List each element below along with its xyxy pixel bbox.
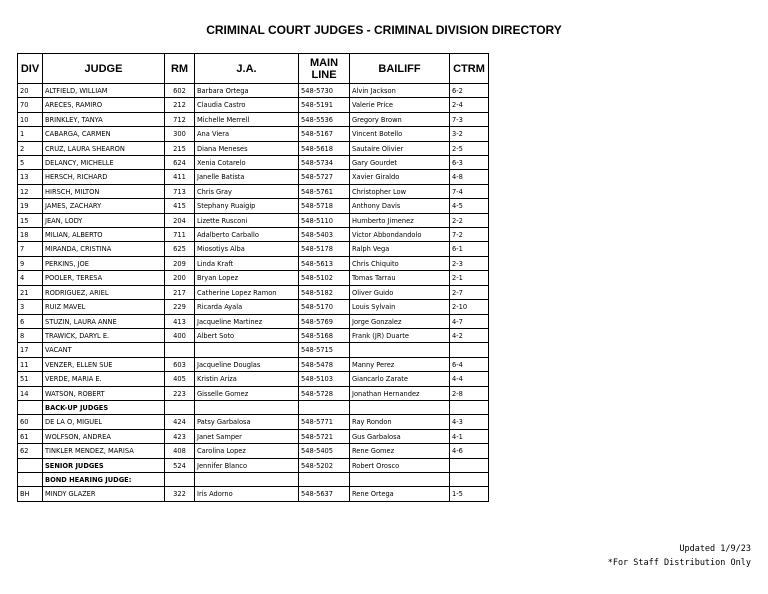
cell-div: 4	[18, 271, 43, 285]
cell-main: 548-5718	[299, 199, 350, 213]
section-row	[18, 458, 489, 472]
cell-ctrm: 4-6	[450, 444, 489, 458]
page-title: CRIMINAL COURT JUDGES - CRIMINAL DIVISION DIRECTORY	[206, 23, 562, 37]
section-row	[18, 400, 489, 414]
cell-main: 548-5727	[299, 170, 350, 184]
directory-table	[17, 53, 489, 502]
cell-judge: CRUZ, LAURA SHEARON	[43, 141, 165, 155]
cell-ja: Ana Viera	[195, 127, 299, 141]
cell-ja: Janet Samper	[195, 429, 299, 443]
cell-ja: Michelle Merrell	[195, 112, 299, 126]
cell-ja: Xenia Cotarelo	[195, 156, 299, 170]
cell-rm: 624	[165, 156, 195, 170]
cell-ja: Ricarda Ayala	[195, 300, 299, 314]
cell-judge: VACANT	[43, 343, 165, 357]
cell-judge: SENIOR JUDGES	[43, 458, 165, 472]
cell-ctrm: 2-10	[450, 300, 489, 314]
header-main-line-1: MAIN	[309, 56, 339, 69]
cell-ja: Miosotiys Alba	[195, 242, 299, 256]
section-row	[18, 472, 489, 486]
cell-bailiff: Jorge Gonzalez	[350, 314, 450, 328]
cell-div: 8	[18, 328, 43, 342]
header-rm: RM	[165, 54, 195, 84]
table-row	[18, 328, 489, 342]
cell-main: 548-5167	[299, 127, 350, 141]
cell-judge: CABARGA, CARMEN	[43, 127, 165, 141]
cell-rm: 424	[165, 415, 195, 429]
cell-judge: DELANCY, MICHELLE	[43, 156, 165, 170]
cell-div: 21	[18, 285, 43, 299]
cell-ctrm: 7-4	[450, 184, 489, 198]
table-row	[18, 112, 489, 126]
table-row	[18, 84, 489, 98]
cell-div: 3	[18, 300, 43, 314]
cell-div: 13	[18, 170, 43, 184]
cell-rm: 408	[165, 444, 195, 458]
cell-judge: BRINKLEY, TANYA	[43, 112, 165, 126]
cell-div: 61	[18, 429, 43, 443]
table-row	[18, 285, 489, 299]
cell-bailiff: Alvin Jackson	[350, 84, 450, 98]
cell-rm: 712	[165, 112, 195, 126]
table-row	[18, 300, 489, 314]
cell-ja	[195, 472, 299, 486]
cell-rm: 405	[165, 372, 195, 386]
table-row	[18, 314, 489, 328]
table-row	[18, 256, 489, 270]
cell-rm: 713	[165, 184, 195, 198]
cell-rm: 215	[165, 141, 195, 155]
cell-main: 548-5102	[299, 271, 350, 285]
cell-rm: 200	[165, 271, 195, 285]
table-row	[18, 386, 489, 400]
cell-rm: 411	[165, 170, 195, 184]
cell-div: 11	[18, 357, 43, 371]
table-row	[18, 228, 489, 242]
cell-div	[18, 400, 43, 414]
cell-judge: HIRSCH, MILTON	[43, 184, 165, 198]
cell-ja: Carolina Lopez	[195, 444, 299, 458]
cell-div: 62	[18, 444, 43, 458]
cell-judge: STUZIN, LAURA ANNE	[43, 314, 165, 328]
cell-judge: JAMES, ZACHARY	[43, 199, 165, 213]
cell-ctrm: 7-2	[450, 228, 489, 242]
cell-bailiff: Gregory Brown	[350, 112, 450, 126]
cell-bailiff: Xavier Giraldo	[350, 170, 450, 184]
header-row	[18, 54, 489, 84]
cell-main: 548-5613	[299, 256, 350, 270]
cell-judge: DE LA O, MIGUEL	[43, 415, 165, 429]
cell-ja	[195, 343, 299, 357]
cell-ja: Catherine Lopez Ramon	[195, 285, 299, 299]
cell-bailiff: Chris Chiquito	[350, 256, 450, 270]
cell-main: 548-5168	[299, 328, 350, 342]
cell-bailiff: Gary Gourdet	[350, 156, 450, 170]
cell-ja: Claudia Castro	[195, 98, 299, 112]
cell-ja: Lizette Rusconi	[195, 213, 299, 227]
cell-main: 548-5103	[299, 372, 350, 386]
cell-ctrm: 6-3	[450, 156, 489, 170]
cell-bailiff: Gus Garbalosa	[350, 429, 450, 443]
cell-ctrm: 2-5	[450, 141, 489, 155]
cell-ja: Jacqueline Martinez	[195, 314, 299, 328]
table-row	[18, 184, 489, 198]
cell-div	[18, 458, 43, 472]
cell-ctrm: 2-7	[450, 285, 489, 299]
cell-ja: Jennifer Blanco	[195, 458, 299, 472]
cell-judge: JEAN, LODY	[43, 213, 165, 227]
cell-div	[18, 472, 43, 486]
cell-rm: 217	[165, 285, 195, 299]
cell-judge: WOLFSON, ANDREA	[43, 429, 165, 443]
table-row	[18, 213, 489, 227]
cell-ja: Jacqueline Douglas	[195, 357, 299, 371]
cell-bailiff: Rene Gomez	[350, 444, 450, 458]
cell-bailiff: Christopher Low	[350, 184, 450, 198]
cell-main	[299, 400, 350, 414]
cell-main: 548-5478	[299, 357, 350, 371]
header-ctrm: CTRM	[450, 54, 489, 84]
cell-ctrm: 4-8	[450, 170, 489, 184]
cell-judge: MIRANDA, CRISTINA	[43, 242, 165, 256]
cell-bailiff: Ralph Vega	[350, 242, 450, 256]
cell-div: 10	[18, 112, 43, 126]
cell-main: 548-5178	[299, 242, 350, 256]
cell-rm: 413	[165, 314, 195, 328]
cell-main	[299, 472, 350, 486]
cell-main: 548-5771	[299, 415, 350, 429]
cell-ctrm	[450, 343, 489, 357]
cell-ctrm: 4-2	[450, 328, 489, 342]
cell-main: 548-5721	[299, 429, 350, 443]
cell-ja: Kristin Ariza	[195, 372, 299, 386]
cell-main: 548-5637	[299, 487, 350, 501]
table-row	[18, 357, 489, 371]
cell-ja	[195, 400, 299, 414]
cell-ctrm: 6-2	[450, 84, 489, 98]
cell-bailiff: Giancarlo Zarate	[350, 372, 450, 386]
table-row	[18, 98, 489, 112]
cell-main: 548-5715	[299, 343, 350, 357]
cell-bailiff: Valerie Price	[350, 98, 450, 112]
cell-bailiff: Rene Ortega	[350, 487, 450, 501]
cell-div: 9	[18, 256, 43, 270]
cell-rm: 300	[165, 127, 195, 141]
cell-rm	[165, 343, 195, 357]
cell-ja: Barbara Ortega	[195, 84, 299, 98]
table-row	[18, 199, 489, 213]
cell-div: 12	[18, 184, 43, 198]
cell-judge: RODRIGUEZ, ARIEL	[43, 285, 165, 299]
cell-main: 548-5536	[299, 112, 350, 126]
cell-main: 548-5734	[299, 156, 350, 170]
cell-judge: TINKLER MENDEZ, MARISA	[43, 444, 165, 458]
cell-div: 7	[18, 242, 43, 256]
table-row	[18, 271, 489, 285]
cell-div: 6	[18, 314, 43, 328]
cell-rm: 400	[165, 328, 195, 342]
cell-rm: 625	[165, 242, 195, 256]
cell-ja: Stephany Ruaigip	[195, 199, 299, 213]
cell-judge: VERDE, MARIA E.	[43, 372, 165, 386]
cell-bailiff: Victor Abbondandolo	[350, 228, 450, 242]
cell-div: 15	[18, 213, 43, 227]
cell-div: 1	[18, 127, 43, 141]
header-main-line-2: LINE	[311, 68, 337, 81]
cell-rm: 711	[165, 228, 195, 242]
cell-ja: Patsy Garbalosa	[195, 415, 299, 429]
cell-ctrm: 6-1	[450, 242, 489, 256]
cell-rm: 423	[165, 429, 195, 443]
cell-rm	[165, 472, 195, 486]
cell-bailiff: Ray Rondon	[350, 415, 450, 429]
cell-ja: Chris Gray	[195, 184, 299, 198]
header-bailiff: BAILIFF	[350, 54, 450, 84]
cell-judge: MILIAN, ALBERTO	[43, 228, 165, 242]
cell-main: 548-5110	[299, 213, 350, 227]
header-main-line	[299, 54, 350, 84]
header-judge: JUDGE	[43, 54, 165, 84]
cell-judge: PERKINS, JOE	[43, 256, 165, 270]
cell-ctrm	[450, 400, 489, 414]
cell-main: 548-5728	[299, 386, 350, 400]
header-ja: J.A.	[195, 54, 299, 84]
cell-judge: POOLER, TERESA	[43, 271, 165, 285]
cell-main: 548-5403	[299, 228, 350, 242]
cell-main: 548-5202	[299, 458, 350, 472]
cell-main: 548-5761	[299, 184, 350, 198]
cell-ctrm: 4-7	[450, 314, 489, 328]
cell-judge: TRAWICK, DARYL E.	[43, 328, 165, 342]
cell-ctrm	[450, 458, 489, 472]
cell-bailiff	[350, 472, 450, 486]
cell-rm: 209	[165, 256, 195, 270]
cell-ja: Bryan Lopez	[195, 271, 299, 285]
cell-ja: Janelle Batista	[195, 170, 299, 184]
cell-rm: 223	[165, 386, 195, 400]
cell-bailiff: Oliver Guido	[350, 285, 450, 299]
table-row	[18, 487, 489, 501]
cell-judge: BACK-UP JUDGES	[43, 400, 165, 414]
cell-main: 548-5170	[299, 300, 350, 314]
cell-bailiff: Humberto Jimenez	[350, 213, 450, 227]
table-row	[18, 141, 489, 155]
cell-ja: Albert Soto	[195, 328, 299, 342]
cell-div: 19	[18, 199, 43, 213]
cell-rm: 415	[165, 199, 195, 213]
cell-ja: Linda Kraft	[195, 256, 299, 270]
cell-div: 5	[18, 156, 43, 170]
table-body	[18, 84, 489, 502]
cell-bailiff: Vincent Botello	[350, 127, 450, 141]
cell-main: 548-5618	[299, 141, 350, 155]
cell-div: 70	[18, 98, 43, 112]
cell-rm: 212	[165, 98, 195, 112]
table-row	[18, 415, 489, 429]
cell-div: 14	[18, 386, 43, 400]
cell-ctrm: 4-3	[450, 415, 489, 429]
cell-judge: ARECES, RAMIRO	[43, 98, 165, 112]
cell-ctrm: 4-4	[450, 372, 489, 386]
updated-date: Updated 1/9/23	[679, 544, 751, 554]
cell-ctrm: 4-5	[450, 199, 489, 213]
table-row	[18, 444, 489, 458]
cell-bailiff: Louis Sylvain	[350, 300, 450, 314]
cell-ctrm: 3-2	[450, 127, 489, 141]
table-row	[18, 127, 489, 141]
table-row	[18, 156, 489, 170]
cell-judge: RUIZ MAVEL	[43, 300, 165, 314]
cell-div: 51	[18, 372, 43, 386]
cell-div: 17	[18, 343, 43, 357]
cell-rm: 602	[165, 84, 195, 98]
distribution-note: *For Staff Distribution Only	[607, 558, 751, 568]
cell-main: 548-5730	[299, 84, 350, 98]
cell-ctrm: 2-3	[450, 256, 489, 270]
table-row	[18, 372, 489, 386]
cell-ctrm: 2-2	[450, 213, 489, 227]
cell-div: 2	[18, 141, 43, 155]
cell-bailiff: Robert Orosco	[350, 458, 450, 472]
cell-ctrm	[450, 472, 489, 486]
cell-bailiff: Tomas Tarrau	[350, 271, 450, 285]
cell-judge: ALTFIELD, WILLIAM	[43, 84, 165, 98]
cell-bailiff: Sautaire Olivier	[350, 141, 450, 155]
table-row	[18, 429, 489, 443]
cell-rm: 322	[165, 487, 195, 501]
cell-main: 548-5405	[299, 444, 350, 458]
cell-div: 60	[18, 415, 43, 429]
cell-bailiff	[350, 400, 450, 414]
cell-ctrm: 7-3	[450, 112, 489, 126]
cell-ctrm: 6-4	[450, 357, 489, 371]
cell-rm: 603	[165, 357, 195, 371]
cell-main: 548-5182	[299, 285, 350, 299]
cell-div: 20	[18, 84, 43, 98]
cell-main: 548-5769	[299, 314, 350, 328]
cell-main: 548-5191	[299, 98, 350, 112]
cell-rm	[165, 400, 195, 414]
cell-ctrm: 4-1	[450, 429, 489, 443]
cell-bailiff: Frank (JR) Duarte	[350, 328, 450, 342]
cell-div: BH	[18, 487, 43, 501]
cell-div: 18	[18, 228, 43, 242]
cell-ja: Adalberto Carballo	[195, 228, 299, 242]
cell-judge: BOND HEARING JUDGE:	[43, 472, 165, 486]
cell-judge: MINDY GLAZER	[43, 487, 165, 501]
cell-bailiff	[350, 343, 450, 357]
cell-ctrm: 2-4	[450, 98, 489, 112]
cell-judge: HERSCH, RICHARD	[43, 170, 165, 184]
cell-ctrm: 2-8	[450, 386, 489, 400]
cell-bailiff: Jonathan Hernandez	[350, 386, 450, 400]
cell-bailiff: Manny Perez	[350, 357, 450, 371]
cell-rm: 524	[165, 458, 195, 472]
cell-bailiff: Anthony Davis	[350, 199, 450, 213]
cell-ctrm: 2-1	[450, 271, 489, 285]
cell-judge: WATSON, ROBERT	[43, 386, 165, 400]
table-row	[18, 170, 489, 184]
cell-ja: Gisselle Gomez	[195, 386, 299, 400]
table-row	[18, 343, 489, 357]
header-div: DIV	[18, 54, 43, 84]
cell-ja: Diana Meneses	[195, 141, 299, 155]
cell-ctrm: 1-5	[450, 487, 489, 501]
cell-ja: Iris Adorno	[195, 487, 299, 501]
cell-judge: VENZER, ELLEN SUE	[43, 357, 165, 371]
table-row	[18, 242, 489, 256]
cell-rm: 204	[165, 213, 195, 227]
cell-rm: 229	[165, 300, 195, 314]
